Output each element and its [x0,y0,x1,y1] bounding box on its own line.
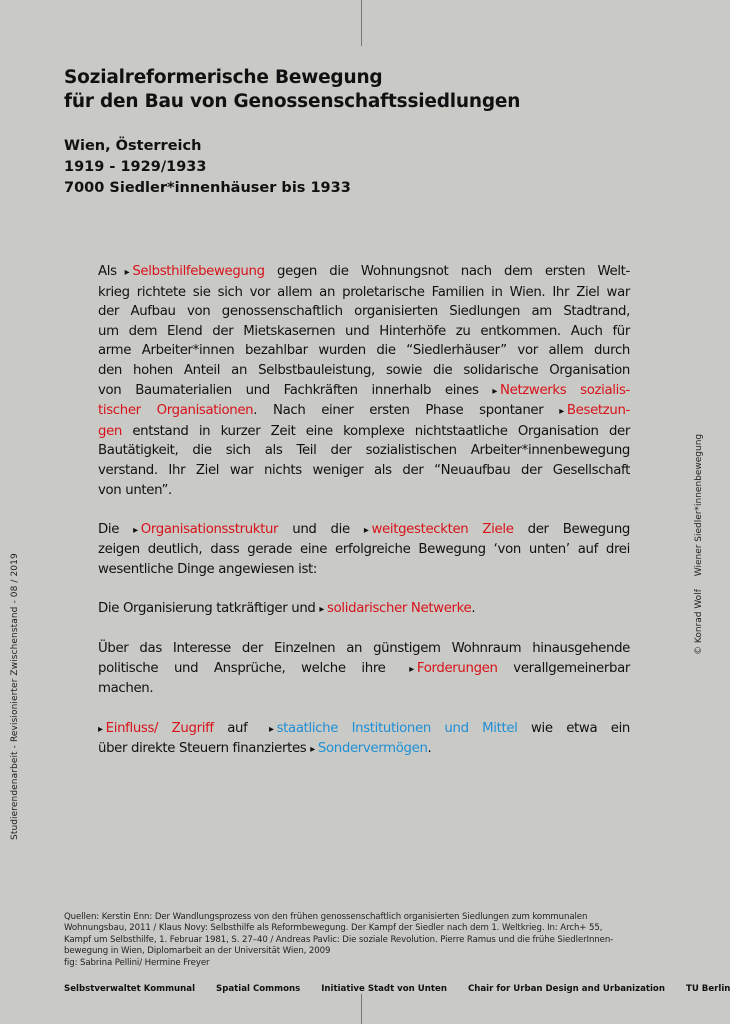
text-line: verstand. Ihr Ziel war nichts weniger als der “Neuaufbau der Gesellschaft [98,462,630,478]
text-line: zeigen deutlich, dass gerade eine erfolgreiche Bewegung ‘von unten’ auf drei [98,542,630,558]
paragraph-5 [98,719,630,760]
text: . [427,741,432,757]
text: Als [98,264,117,279]
highlight-besetzungen: Besetzun- [566,403,630,419]
footer-credits [64,984,730,994]
arrow-marker-icon: ▸ [124,267,130,278]
highlight-organisationen: tischer Organisationen [98,403,254,419]
meta-place: Wien, Österreich [64,138,202,154]
text: wie etwa ein [517,720,630,736]
highlight-sondervermoegen: Sondervermögen [317,741,428,757]
sources-line: Quellen: Kerstin Enn: Der Wandlungsprozess von den frühen genossenschaftlich organisierten Siedlungen zum kommunalen [64,912,588,922]
text: entstand in kurzer Zeit eine komplexe nichtstaatliche Organisation der [122,423,630,439]
body-text [98,262,630,760]
sources-line: bewegung in Wien, Diplomarbeit an der Universität Wien, 2009 [64,946,331,957]
highlight-selbsthilfebewegung: Selbsthilfebewegung [132,264,265,279]
figure-credit: fig: Sabrina Pellini/ Hermine Freyer [64,957,210,968]
text-line: arme Arbeiter*innen bezahlbar wurden die “Siedlerhäuser” vor allem durch [98,343,630,359]
meta-years: 1919 - 1929/1933 [64,159,207,175]
text-line: wesentliche Dinge angewiesen ist: [98,561,318,577]
paragraph-1 [98,262,630,500]
footer-item: Chair for Urban Design and Urbanization [467,984,665,994]
text-line: Über das Interesse der Einzelnen an günstigem Wohnraum hinausgehende [98,641,630,657]
text-line: krieg richtete sie sich vor allem an proletarische Familien in Wien. Ihr Ziel war [98,284,630,300]
arrow-marker-icon: ▸ [98,723,103,735]
page-title [64,66,624,114]
text: von Baumaterialien und Fachkräften innerhalb eines [98,382,493,398]
highlight-staatliche-institutionen: staatliche Institutionen und Mittel [276,720,518,736]
text-line: um dem Elend der Mietskasernen und Hinterhöfe zu entkommen. Auch für [98,323,630,339]
highlight-solidarischer-netwerke: solidarischer Netwerke [327,601,472,617]
highlight-netzwerks: Netzwerks sozialis- [500,382,630,398]
side-note-left: Studierendenarbeit - Revisionierter Zwischenstand - 08 / 2019 [10,553,20,840]
text: auf [213,720,261,736]
sources-line: Wohnungsbau, 2011 / Klaus Novy: Selbsthilfe als Reformbewegung. Der Kampf der Siedler nach dem 1. Weltkrieg. In: Arch+ 55, [64,923,603,934]
arrow-marker-icon: ▸ [310,744,315,756]
footer-item: Selbstverwaltet Kommunal [64,984,196,994]
arrow-marker-icon: ▸ [363,524,369,536]
sources-block [64,912,664,969]
copyright-text: © Konrad Wolf [694,589,704,655]
crop-mark-bottom [361,994,362,1024]
title-line-2: für den Bau von Genossenschaftssiedlungen [64,91,521,112]
text: über direkte Steuern finanziertes [98,741,311,757]
side-note-right [694,434,704,655]
footer-item: TU Berlin [685,984,730,994]
paragraph-3 [98,599,630,620]
text: verallgemeinerbar [497,660,630,676]
text: und die [278,521,364,537]
text-line: den hohen Anteil an Selbstbauleistung, sowie die solidarische Organisation [98,362,630,378]
footer-item: Initiative Stadt von Unten [321,984,447,994]
arrow-marker-icon: ▸ [409,663,414,675]
project-meta [64,136,624,199]
highlight-organisationsstruktur: Organisationsstruktur [140,521,279,537]
highlight-weitgesteckte-ziele: weitgesteckten Ziele [371,521,514,537]
highlight-einfluss-zugriff: Einfluss/ Zugriff [105,720,214,736]
footer-item: Spatial Commons [216,984,301,994]
meta-houses: 7000 Siedler*innenhäuser bis 1933 [64,180,351,196]
text-line: Bautätigkeit, die sich als Teil der sozialistischen Arbeiter*innenbewegung [98,443,630,459]
text: . Nach einer ersten Phase spontaner [253,403,560,419]
text-line: machen. [98,681,154,697]
text-line: von unten”. [98,482,172,498]
text-line: der Aufbau von genossenschaftlich organisierten Siedlungen am Stadtrand, [98,304,630,320]
arrow-marker-icon: ▸ [492,385,498,397]
paragraph-4 [98,639,630,699]
highlight-forderungen: Forderungen [416,660,498,676]
text: . [471,601,476,617]
text: gegen die Wohnungsnot nach dem ersten Welt- [264,264,630,279]
text: Die Organisierung tatkräftiger und [98,601,320,617]
crop-mark-top [361,0,362,46]
title-line-1: Sozialreformerische Bewegung [64,67,383,88]
paragraph-2 [98,520,630,580]
arrow-marker-icon: ▸ [559,406,564,418]
arrow-marker-icon: ▸ [319,604,325,616]
text: der Bewegung [513,521,630,537]
topic-text: Wiener Siedler*innenbewegung [694,433,704,577]
arrow-marker-icon: ▸ [133,524,138,536]
sources-line: Kampf um Selbsthilfe, 1. Februar 1981, S. 27–40 / Andreas Pavlic: Die soziale Revolution. Pierre Ramus und die frühe SiedlerInnen- [64,934,614,945]
arrow-marker-icon: ▸ [268,723,274,735]
text: politische und Ansprüche, welche ihre [98,660,402,676]
text: Die [98,521,134,537]
highlight-besetzungen-end: gen [98,423,122,439]
